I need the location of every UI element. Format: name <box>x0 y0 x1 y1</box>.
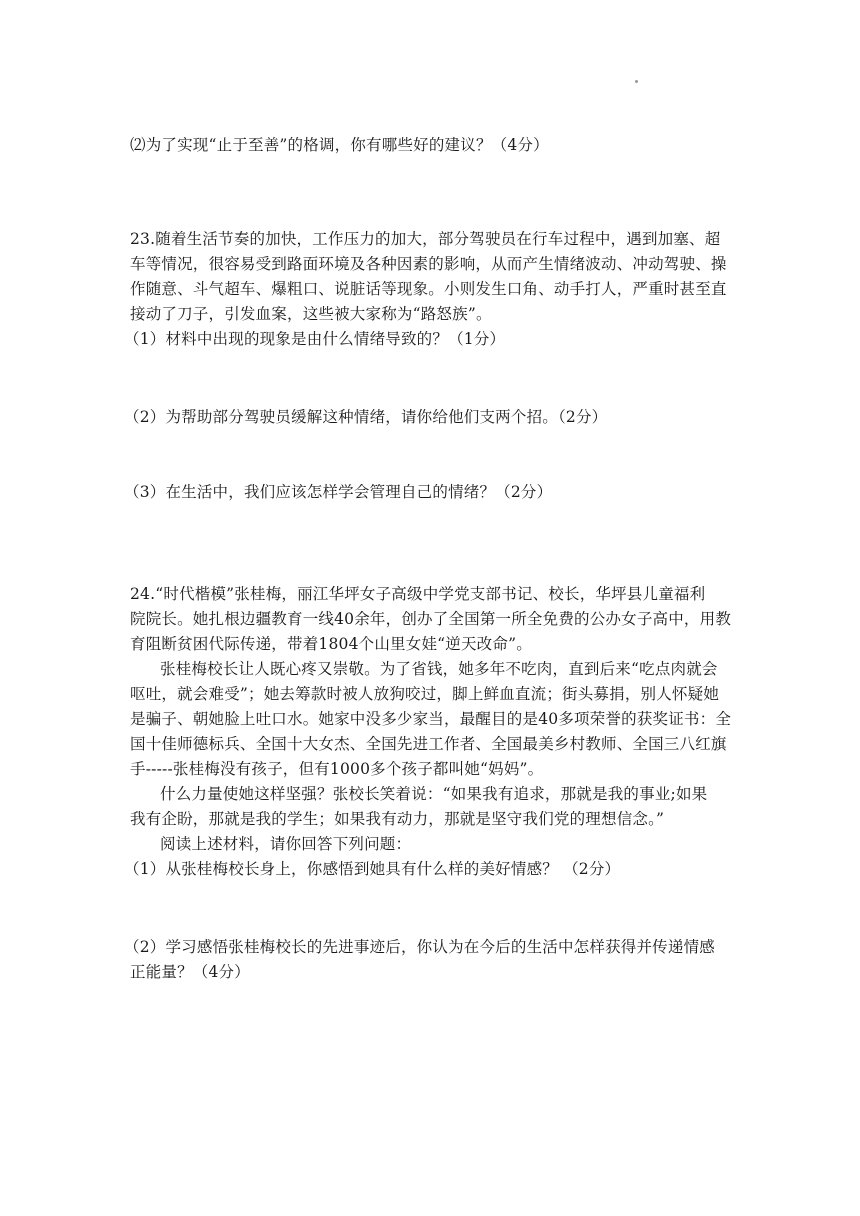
question-23-text-line-2: 车等情况，很容易受到路面环境及各种因素的影响，从而产生情绪波动、冲动驾驶、操 <box>130 255 727 273</box>
question-24-para-3-line-2: 我有企盼，那就是我的学生；如果我有动力，那就是坚守我们党的理想信念。” <box>130 810 665 828</box>
question-24-para-2-line-1: 张桂梅校长让人既心疼又崇敬。为了省钱，她多年不吃肉，直到后来“吃点肉就会 <box>160 660 718 678</box>
question-24-para-1-line-3: 育阻断贫困代际传递，带着1804个山里女娃“逆天改命”。 <box>130 635 532 653</box>
question-23-part-3: （3）在生活中，我们应该怎样学会管理自己的情绪？（2分） <box>124 483 553 501</box>
scan-speck <box>635 80 638 83</box>
question-24-para-1-line-2: 院院长。她扎根边疆教育一线40余年，创办了全国第一所全免费的公办女子高中，用教 <box>130 610 732 628</box>
question-24-instruction: 阅读上述材料，请你回答下列问题： <box>160 835 412 853</box>
question-24-para-2-line-3: 是骗子、朝她脸上吐口水。她家中没多少家当，最醒目的是40多项荣誉的获奖证书：全 <box>130 710 732 728</box>
question-24-para-2-line-4: 国十佳师德标兵、全国十大女杰、全国先进工作者、全国最美乡村教师、全国三八红旗 <box>130 735 727 753</box>
question-23-text-line-1: 23.随着生活节奏的加快，工作压力的加大，部分驾驶员在行车过程中，遇到加塞、超 <box>130 230 721 248</box>
question-23-text-line-3: 作随意、斗气超车、爆粗口、说脏话等现象。小则发生口角、动手打人，严重时甚至直 <box>130 280 727 298</box>
question-24-para-3-line-1: 什么力量使她这样坚强？张校长笑着说：“如果我有追求，那就是我的事业;如果 <box>160 785 708 803</box>
question-23-part-2: （2）为帮助部分驾驶员缓解这种情绪，请你给他们支两个招。（2分） <box>124 408 608 426</box>
question-24-para-1-line-1: 24.“时代楷模”张桂梅，丽江华坪女子高级中学党支部书记、校长，华坪县儿童福利 <box>130 585 706 603</box>
question-24-part-2-line-1: （2）学习感悟张桂梅校长的先进事迹后，你认为在今后的生活中怎样获得并传递情感 <box>124 938 715 956</box>
question-24-para-2-line-2: 呕吐，就会难受”；她去筹款时被人放狗咬过，脚上鲜血直流；街头募捐，别人怀疑她 <box>130 685 720 703</box>
question-22-part-2: ⑵为了实现“止于至善”的格调，你有哪些好的建议？（4分） <box>130 136 549 154</box>
question-24-part-1: （1）从张桂梅校长身上，你感悟到她具有什么样的美好情感？ （2分） <box>124 860 621 878</box>
question-23-text-line-4: 接动了刀子，引发血案，这些被大家称为“路怒族”。 <box>130 305 492 323</box>
question-24-para-2-line-5: 手-----张桂梅没有孩子，但有1000多个孩子都叫她“妈妈”。 <box>130 760 544 778</box>
question-24-part-2-line-2: 正能量？（4分） <box>130 963 250 981</box>
question-23-part-1: （1）材料中出现的现象是由什么情绪导致的？（1分） <box>124 330 506 348</box>
